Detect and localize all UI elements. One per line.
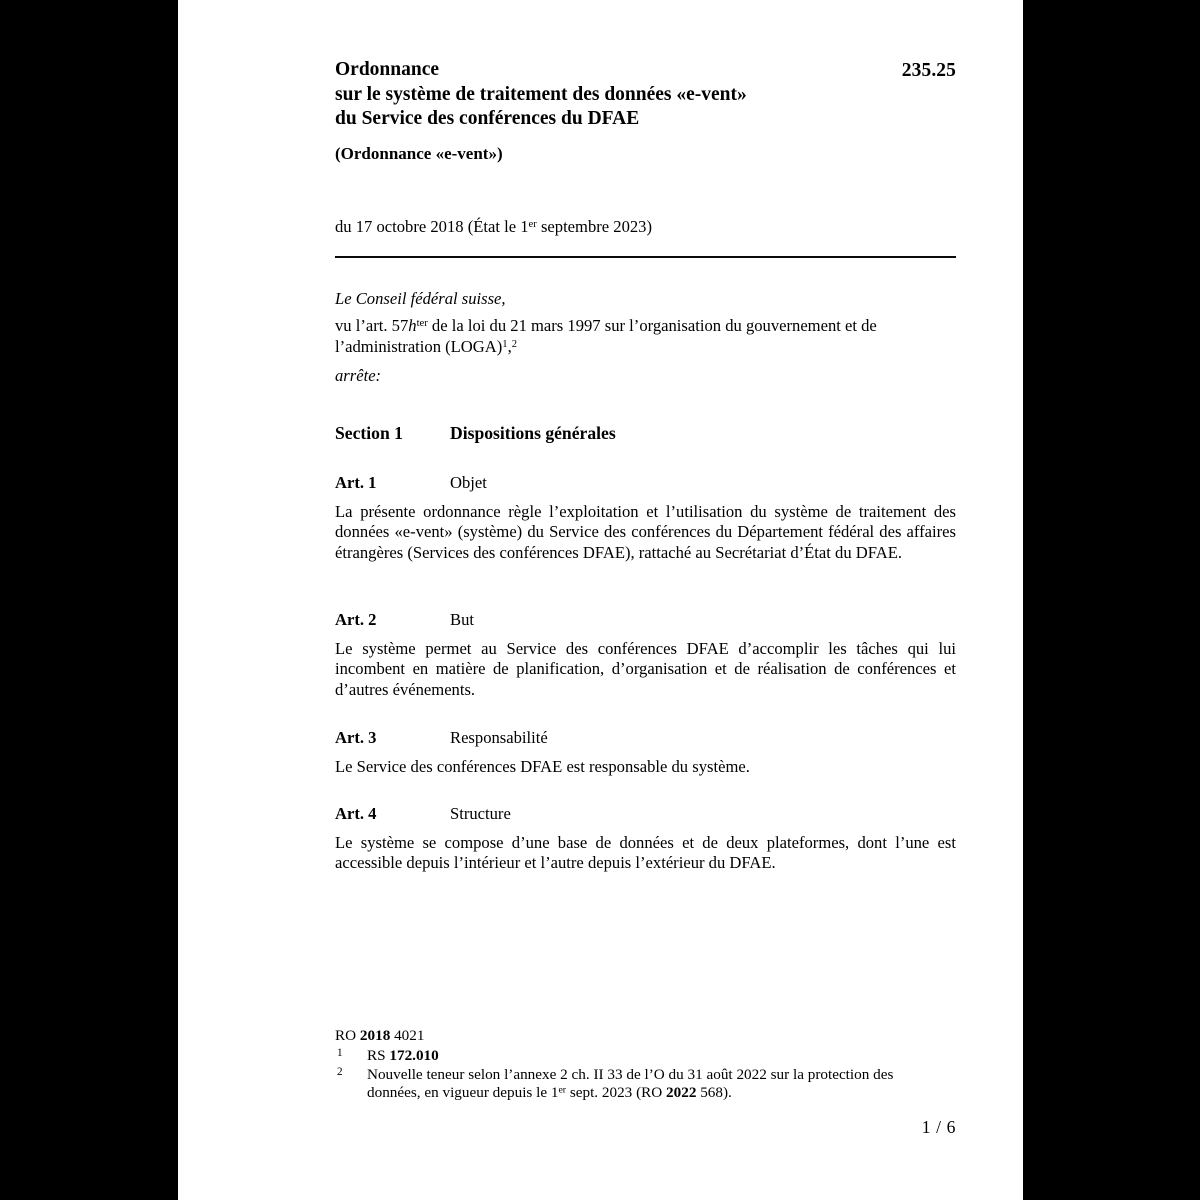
footnote-item-2 — [335, 1066, 935, 1103]
article-1-title: Objet — [450, 473, 487, 492]
article-1-heading — [335, 473, 956, 493]
ro-page: 4021 — [390, 1027, 425, 1044]
footnote-2-ro-year: 2022 — [666, 1084, 697, 1102]
article-3-body: Le Service des conférences DFAE est responsable du système. — [335, 757, 750, 776]
article-4-title: Structure — [450, 804, 511, 823]
article-3-heading — [335, 728, 956, 748]
article-3-title: Responsabilité — [450, 728, 548, 747]
article-2-label: Art. 2 — [335, 610, 377, 629]
document-header — [335, 58, 956, 164]
footnote-item-1 — [335, 1047, 935, 1066]
section-heading-1 — [335, 423, 956, 444]
preamble-authority: Le Conseil fédéral suisse, — [335, 289, 506, 308]
header-divider — [335, 256, 956, 258]
article-2-title: But — [450, 610, 474, 629]
section-title: Dispositions générales — [450, 423, 616, 443]
footnote-1-prefix: RS — [367, 1047, 390, 1064]
preamble-legal-basis — [335, 316, 956, 357]
footnote-2-mid: sept. 2023 (RO — [566, 1084, 667, 1102]
preamble-comma: , — [507, 336, 512, 356]
page-title-line-2: sur le système de traitement des données «e-vent» — [335, 83, 747, 105]
article-2-heading — [335, 610, 956, 630]
footnote-ref-2[interactable]: 2 — [511, 338, 518, 350]
document-dateline — [335, 217, 956, 237]
article-4-heading — [335, 804, 956, 824]
article-2-body: Le système permet au Service des conférences DFAE d’accomplir les tâches qui lui incombent en matière de planification, d’organisation et de réalisation de conférences et d’autres événements. — [335, 639, 956, 699]
article-1-label: Art. 1 — [335, 473, 377, 492]
article-2 — [335, 610, 956, 700]
article-3-label: Art. 3 — [335, 728, 377, 747]
article-4-body: Le système se compose d’une base de données et de deux plateformes, dont l’une est accessible depuis l’intérieur et l’autre depuis l’extérieur du DFAE. — [335, 833, 956, 873]
preamble-ter-sup: ter — [416, 318, 428, 330]
article-1-body: La présente ordonnance règle l’exploitation et l’utilisation du système de traitement des données «e-vent» (système) du Service des conférences du Département fédéral des affaires étrangères (Services des conférences DFAE), rattaché au Secrétariat d’État du DFAE. — [335, 502, 956, 562]
dateline-ordinal-sup: er — [528, 219, 537, 231]
footnote-ref-1[interactable]: 1 — [502, 338, 508, 350]
systematic-number: 235.25 — [901, 60, 956, 81]
footnote-marker-1: 1 — [337, 1047, 343, 1059]
page-subtitle: (Ordonnance «e-vent») — [335, 143, 503, 163]
preamble-vu-part1: vu l’art. 57 — [335, 316, 409, 335]
ro-year: 2018 — [359, 1027, 391, 1044]
article-4-label: Art. 4 — [335, 804, 377, 823]
document-page — [178, 0, 1023, 1200]
page-title — [335, 58, 956, 132]
page-number: 1 / 6 — [921, 1117, 956, 1137]
preamble-enacting-clause: arrête: — [335, 366, 382, 386]
footnote-source-reference — [335, 1026, 935, 1045]
footnote-block — [335, 1026, 935, 1103]
article-3 — [335, 728, 956, 777]
dateline-suffix: septembre 2023) — [536, 217, 652, 236]
footnote-1-reference[interactable]: 172.010 — [389, 1047, 439, 1064]
preamble-vu-italic: h — [408, 316, 417, 335]
page-title-line-1: Ordonnance — [335, 59, 440, 80]
section-label: Section 1 — [335, 423, 403, 443]
footnote-2-ordinal-sup: er — [558, 1084, 567, 1096]
footnote-marker-2: 2 — [337, 1065, 343, 1078]
dateline-prefix: du 17 octobre 2018 (État le 1 — [335, 217, 529, 236]
preamble-vu-part2: de la loi du 21 mars 1997 sur l’organisation du gouvernement et de l’administration (LOGA) — [335, 316, 877, 356]
page-title-line-3: du Service des conférences du DFAE — [335, 108, 640, 130]
preamble-block — [335, 288, 956, 386]
ro-prefix: RO — [335, 1027, 360, 1044]
article-4 — [335, 804, 956, 874]
article-1 — [335, 473, 956, 563]
footnote-2-prefix: Nouvelle teneur selon l’annexe 2 ch. II 33 de l’O du 31 août 2022 sur la protection des données, en vigueur depuis le 1 — [367, 1065, 894, 1102]
footnote-2-suffix: 568). — [696, 1084, 732, 1102]
